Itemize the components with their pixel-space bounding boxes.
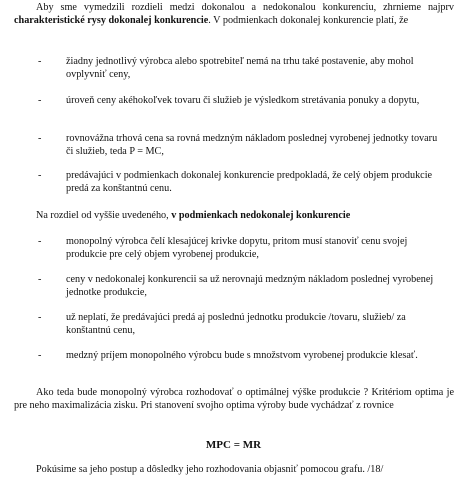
bullet-dash: - [38,170,42,181]
question-text: Ako teda bude monopolný výrobca rozhodovať o optimálnej výške produkcie ? Kritériom optima je pre neho maximalizácia zisku. Pri stanovení svojho optima výroby bude vychádzať z rovnice [14,387,454,411]
bullet-text: predávajúci v podmienkach dokonalej konkurencie predpokladá, že celý objem produkcie predá za konštantnú cenu. [66,170,433,194]
closing-text: Pokúsime sa jeho postup a dôsledky jeho rozhodovania objasniť pomocou grafu. /18/ [36,464,384,475]
mid-text: Na rozdiel od vyššie uvedeného, [36,210,172,221]
question-paragraph [14,387,454,412]
bullet-dash: - [38,312,42,323]
closing-paragraph [14,464,454,477]
intro-paragraph [14,2,454,27]
bullet-text: monopolný výrobca čelí klesajúcej krivke dopytu, pritom musí stanoviť cenu svojej produkcie pre celý objem vyrobenej produkcie, [66,236,408,260]
imperfect-intro-paragraph [14,210,454,223]
formula: MPC = MR [205,439,262,451]
bullet-dash: - [38,56,42,67]
bullet-text: úroveň ceny akéhokoľvek tovaru či služieb je výsledkom stretávania ponuky a dopytu, [66,95,420,106]
bullet-text: medzný príjem monopolného výrobcu bude s množstvom vyrobenej produkcie klesať. [66,350,418,361]
bullet-text: ceny v nedokonalej konkurencii sa už nerovnajú medzným nákladom poslednej vyrobenej jednotke produkcie, [66,274,434,298]
intro-bold-text: charakteristické rysy dokonalej konkurencie [14,14,209,26]
bullet-text: už neplatí, že predávajúci predá aj poslednú jednotku produkcie /tovaru, služieb/ za konštantnú cenu, [66,312,406,336]
bullet-text: žiadny jednotlivý výrobca alebo spotrebiteľ nemá na trhu také postavenie, aby mohol ovplyvniť ceny, [66,56,414,80]
intro-text-end: . V podmienkach dokonalej konkurencie platí, že [208,14,409,26]
intro-text: Aby sme vymedzili rozdieli medzi dokonalou a nedokonalou konkurenciu, zhrnieme najprv [36,2,454,13]
bullet-dash: - [38,274,42,285]
bullet-text: rovnovážna trhová cena sa rovná medzným nákladom poslednej vyrobenej jednotky tovaru či služieb, teda P = MC, [66,133,438,157]
bullet-dash: - [38,95,42,106]
bullet-dash: - [38,133,42,144]
bullet-dash: - [38,236,42,247]
mid-bold-text: v podmienkach nedokonalej konkurencie [171,210,351,221]
bullet-dash: - [38,350,42,361]
